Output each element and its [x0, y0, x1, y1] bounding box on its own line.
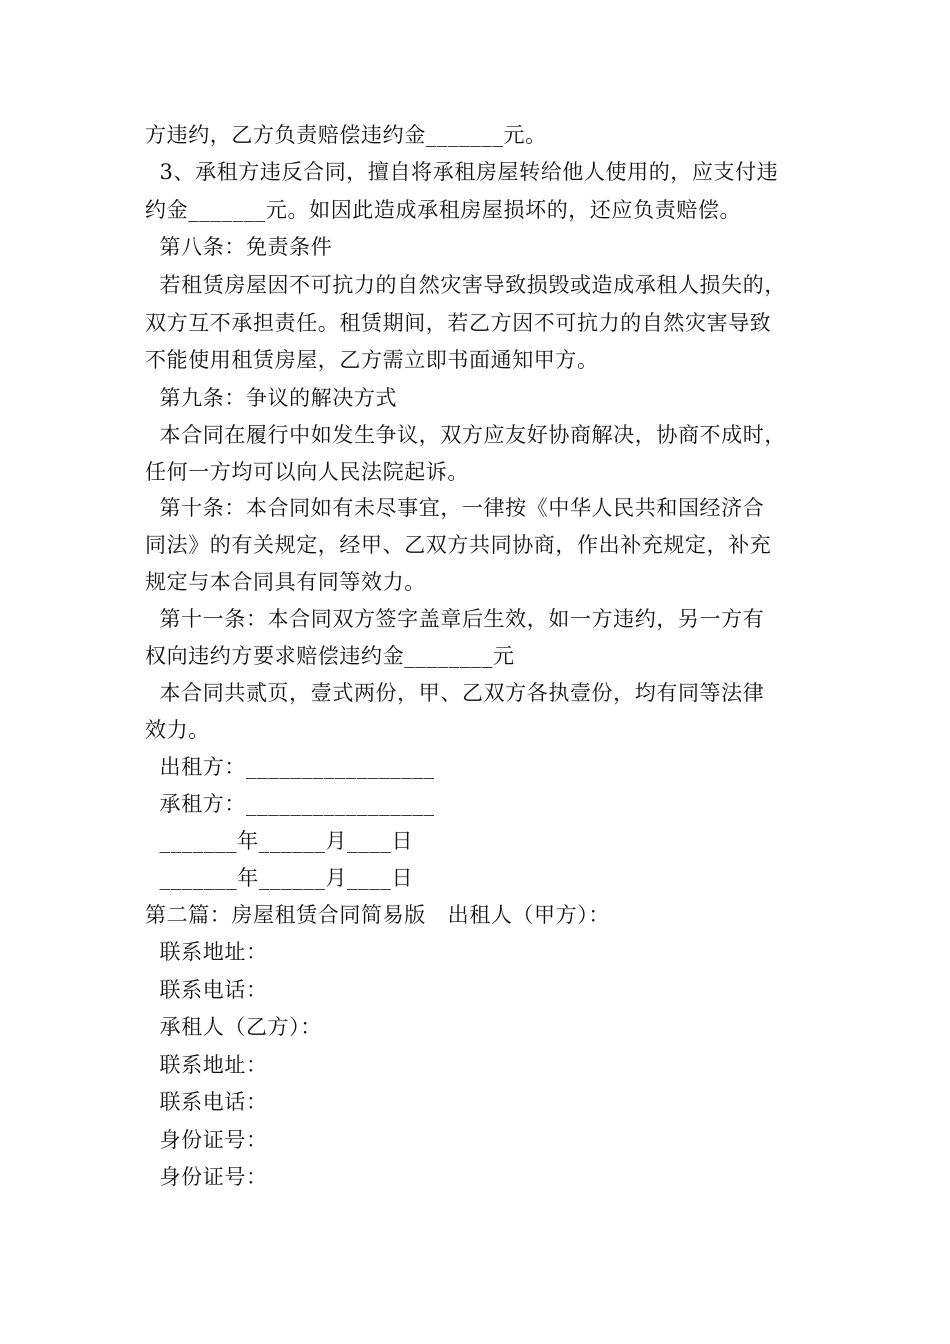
text-line: 第十条：本合同如有未尽事宜，一律按《中华人民共和国经济合 — [145, 496, 765, 520]
text-line: 权向违约方要求赔偿违约金________元 — [145, 644, 515, 668]
part-two-heading: 第二篇：房屋租赁合同简易版 出租人（甲方）： — [145, 903, 610, 927]
text-line: 若租赁房屋因不可抗力的自然灾害导致损毁或造成承租人损失的， — [145, 273, 786, 297]
text-line: 本合同共贰页，壹式两份，甲、乙双方各执壹份，均有同等法律 — [145, 681, 765, 705]
text-line: 本合同在履行中如发生争议，双方应友好协商解决，协商不成时， — [145, 423, 786, 447]
text-line: 任何一方均可以向人民法院起诉。 — [145, 460, 469, 484]
date-line: _______年______月____日 — [145, 829, 414, 853]
text-line: 同法》的有关规定，经甲、乙双方共同协商，作出补充规定，补充 — [145, 533, 772, 557]
form-field-label: 联系地址： — [145, 1053, 268, 1077]
lessee-signature-line: 承租方：_________________ — [145, 792, 435, 816]
text-line: 效力。 — [145, 718, 210, 742]
form-field-label: 身份证号： — [145, 1165, 268, 1189]
form-field-label: 承租人（乙方）： — [145, 1015, 322, 1039]
lessor-signature-line: 出租方：_________________ — [145, 755, 435, 779]
text-line: 双方互不承担责任。租赁期间，若乙方因不可抗力的自然灾害导致 — [145, 311, 772, 335]
form-field-label: 联系电话： — [145, 1090, 268, 1114]
section-heading: 第八条：免责条件 — [145, 235, 333, 259]
text-line: 方违约，乙方负责赔偿违约金_______元。 — [145, 123, 547, 147]
text-line: 规定与本合同具有同等效力。 — [145, 570, 426, 594]
text-line: 不能使用租赁房屋，乙方需立即书面通知甲方。 — [145, 348, 599, 372]
form-field-label: 身份证号： — [145, 1128, 268, 1152]
form-field-label: 联系电话： — [145, 978, 268, 1002]
text-line: 约金_______元。如因此造成承租房屋损坏的，还应负责赔偿。 — [145, 198, 742, 222]
date-line: _______年______月____日 — [145, 866, 414, 890]
text-line: 3、承租方违反合同，擅自将承租房屋转给他人使用的，应支付违 — [145, 160, 779, 184]
form-field-label: 联系地址： — [145, 940, 268, 964]
text-line: 第十一条：本合同双方签字盖章后生效，如一方违约，另一方有 — [145, 607, 765, 631]
section-heading: 第九条：争议的解决方式 — [145, 386, 398, 410]
